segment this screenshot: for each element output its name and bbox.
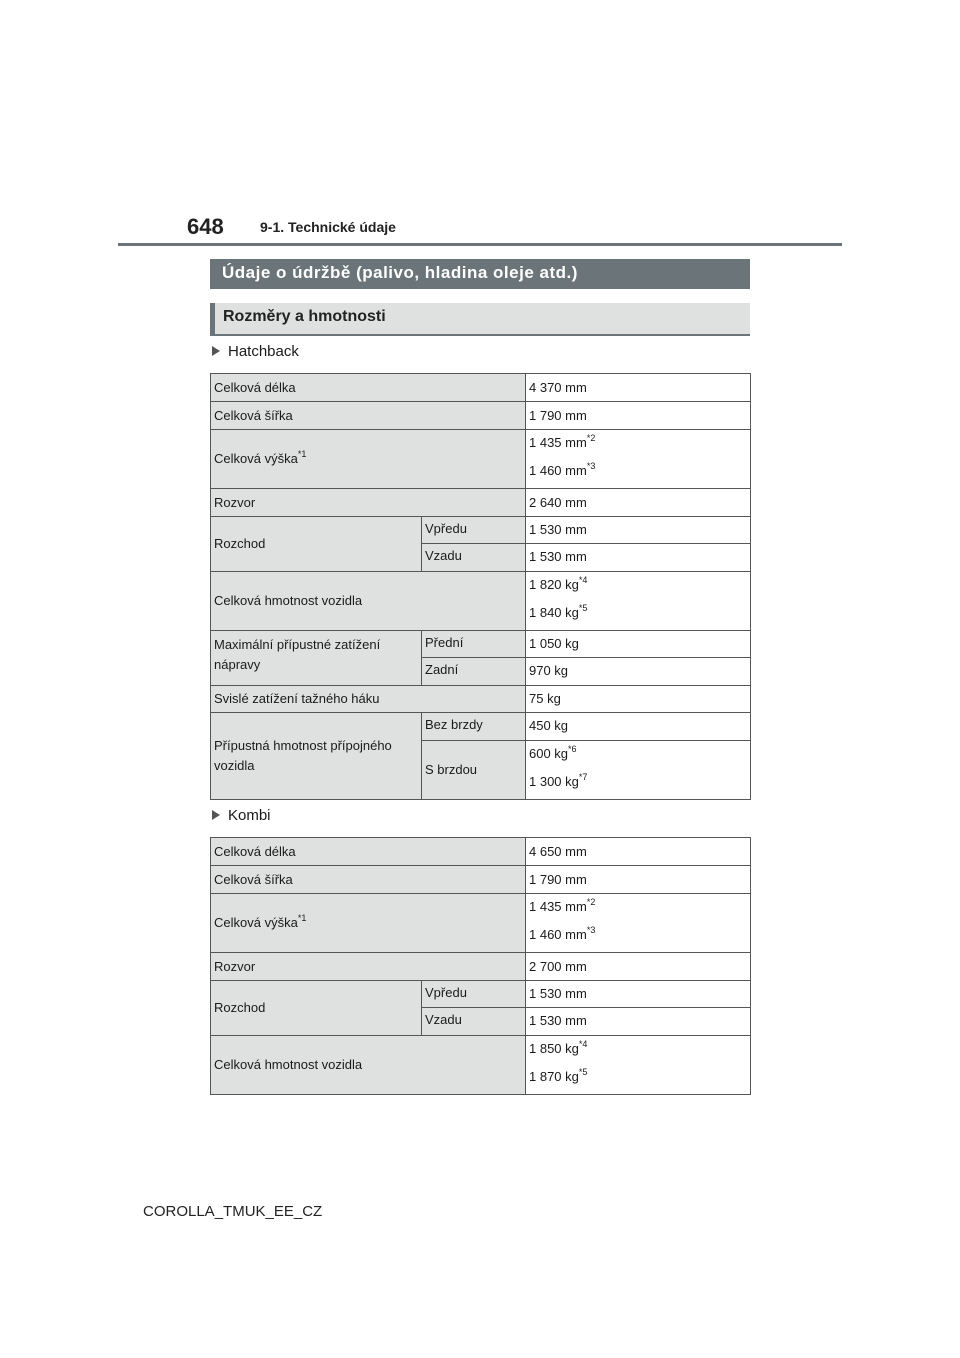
row-label: Celková výška$^{*1}$ — [211, 430, 526, 489]
row-label: Rozvor — [211, 489, 526, 517]
row-label: Celková výška$^{*1}$ — [211, 894, 526, 953]
row-value: 1 435 $mm^{*2}$ 1 460 $mm^{*3}$ — [526, 894, 751, 953]
row-value: 1 850 $kg^{*4}$ 1 870 $kg^{*5}$ — [526, 1036, 751, 1095]
row-label: Svislé zatížení tažného háku — [211, 686, 526, 713]
table-row — [211, 374, 751, 402]
table-row — [211, 838, 751, 866]
hatchback-spec-table — [210, 373, 751, 800]
row-value: 75 kg — [526, 686, 751, 713]
table-row — [211, 981, 751, 1008]
footnote-marker: *7 — [578, 772, 588, 782]
footnote-marker: *1 — [297, 449, 307, 459]
footnote-marker: *5 — [578, 603, 588, 613]
row-value: 1 820 $kg^{*4}$ 1 840 $kg^{*5}$ — [526, 572, 751, 631]
row-value: 4 650 mm — [526, 838, 751, 866]
table-row — [211, 430, 751, 489]
footnote-marker: *1 — [297, 913, 307, 923]
row-label: Celková délka — [211, 374, 526, 402]
table-row — [211, 631, 751, 658]
footnote-marker: *4 — [578, 575, 588, 585]
row-value: 2 700 mm — [526, 953, 751, 981]
table-row — [211, 866, 751, 894]
kombi-spec-table — [210, 837, 751, 1095]
table-row — [211, 894, 751, 953]
footnote-marker: *4 — [578, 1039, 588, 1049]
table-row — [211, 489, 751, 517]
row-label: Celková hmotnost vozidla — [211, 572, 526, 631]
row-value: 1 530 mm — [526, 1008, 751, 1036]
header-divider — [118, 243, 842, 246]
triangle-bullet-icon — [212, 810, 220, 820]
row-value: 450 kg — [526, 713, 751, 741]
row-label: Rozchod — [211, 981, 422, 1036]
row-value: 2 640 mm — [526, 489, 751, 517]
row-value: 1 435 $mm^{*2}$ 1 460 $mm^{*3}$ — [526, 430, 751, 489]
row-value: 1 530 mm — [526, 517, 751, 544]
row-sublabel: Vpředu — [422, 981, 526, 1008]
subsection-banner: Rozměry a hmotnosti — [210, 303, 750, 336]
footnote-marker: *3 — [586, 925, 596, 935]
row-label: Celková šířka — [211, 866, 526, 894]
row-label: Celková šířka — [211, 402, 526, 430]
variant-heading-hatchback — [212, 343, 299, 360]
row-sublabel: Vzadu — [422, 1008, 526, 1036]
row-label: Celková délka — [211, 838, 526, 866]
row-value: 1 530 mm — [526, 981, 751, 1008]
table-row — [211, 686, 751, 713]
footnote-marker: *3 — [586, 461, 596, 471]
row-sublabel: Přední — [422, 631, 526, 658]
section-title: 9-1. Technické údaje — [260, 219, 396, 235]
row-value: 600 $kg^{*6}$ 1 300 $kg^{*7}$ — [526, 741, 751, 800]
footnote-marker: *2 — [586, 897, 596, 907]
table-row — [211, 572, 751, 631]
table-row — [211, 953, 751, 981]
page-number: 648 — [187, 214, 224, 239]
variant-label: Hatchback — [228, 343, 299, 360]
row-sublabel: Bez brzdy — [422, 713, 526, 741]
row-sublabel: Vzadu — [422, 544, 526, 572]
row-label: Přípustná hmotnost přípojného vozidla — [211, 713, 422, 800]
row-sublabel: Vpředu — [422, 517, 526, 544]
row-label: Maximální přípustné zatížení nápravy — [211, 631, 422, 686]
row-sublabel: Zadní — [422, 658, 526, 686]
table-row — [211, 517, 751, 544]
triangle-bullet-icon — [212, 346, 220, 356]
row-sublabel: S brzdou — [422, 741, 526, 800]
row-value: 1 530 mm — [526, 544, 751, 572]
footnote-marker: *6 — [568, 744, 577, 754]
footnote-marker: *5 — [578, 1067, 588, 1077]
row-label: Rozchod — [211, 517, 422, 572]
row-label: Rozvor — [211, 953, 526, 981]
row-value: 1 790 mm — [526, 866, 751, 894]
row-value: 4 370 mm — [526, 374, 751, 402]
table-row — [211, 402, 751, 430]
table-row — [211, 713, 751, 741]
row-value: 1 790 mm — [526, 402, 751, 430]
row-label: Celková hmotnost vozidla — [211, 1036, 526, 1095]
main-section-banner: Údaje o údržbě (palivo, hladina oleje atd.) — [210, 259, 750, 289]
footnote-marker: *2 — [586, 433, 596, 443]
document-footer: COROLLA_TMUK_EE_CZ — [143, 1203, 323, 1220]
table-row — [211, 1036, 751, 1095]
row-value: 970 kg — [526, 658, 751, 686]
variant-heading-kombi — [212, 807, 271, 824]
variant-label: Kombi — [228, 807, 271, 824]
row-value: 1 050 kg — [526, 631, 751, 658]
